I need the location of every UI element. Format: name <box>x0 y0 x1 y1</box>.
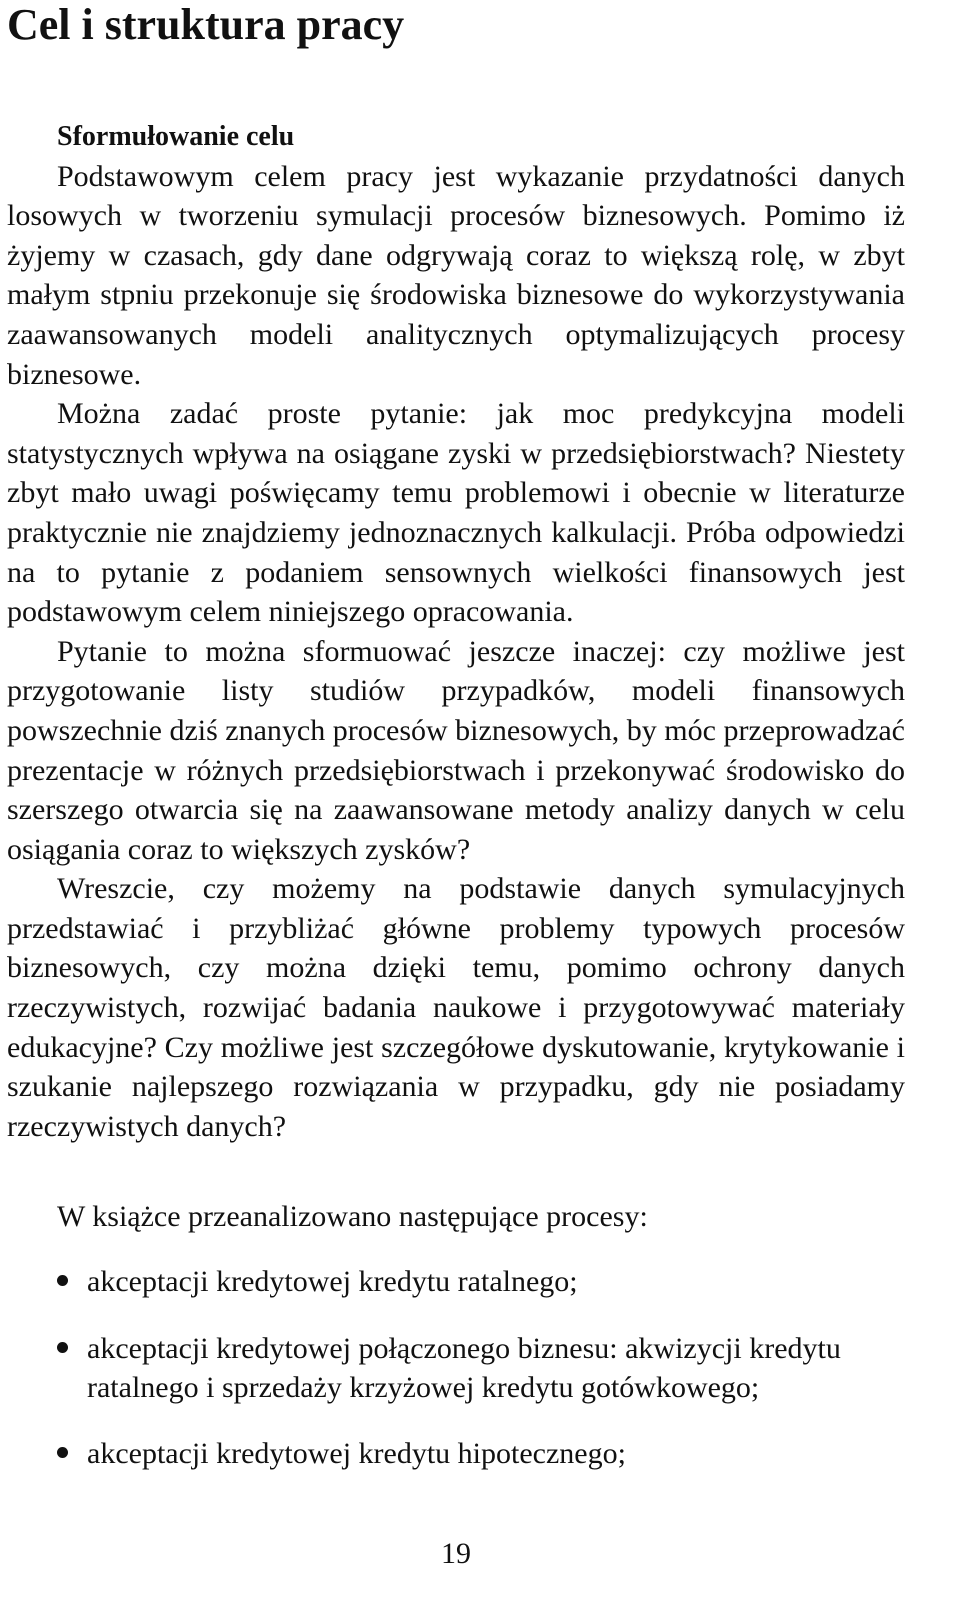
bullet-icon <box>57 1275 68 1286</box>
list-item <box>7 1329 905 1408</box>
page-number: 19 <box>441 1537 471 1570</box>
bullet-icon <box>57 1342 68 1353</box>
paragraph-goal: Podstawowym celem pracy jest wykazanie przydatności danych losowych w tworzeniu symulacji procesów biznesowych. Pomimo iż żyjemy w czasach, gdy dane odgrywają coraz to większą rolę, w zbyt małym stpniu przekonuje się środowiska biznesowe do wykorzystywania zaawansowanych modeli analitycznych optymalizujących procesy biznesowe. <box>7 159 905 391</box>
paragraph-simulation: Wreszcie, czy możemy na podstawie danych symulacyjnych przedstawiać i przybliżać główne problemy typowych procesów biznesowych, czy można dzięki temu, pomimo ochrony danych rzeczywistych, rozwijać badania naukowe i przygotowywać materiały edukacyjne? Czy możliwe jest szczegółowe dyskutowanie, krytykowanie i szukanie najlepszego rozwiązania w przypadku, gdy nie posiadamy rzeczywistych danych? <box>7 872 905 1143</box>
processes-list <box>7 1262 905 1500</box>
chapter-title: Cel i struktura pracy <box>7 0 405 49</box>
list-item-text: akceptacji kredytowej połączonego biznesu: akwizycji kredytu ratalnego i sprzedaży krzyżowej kredytu gotówkowego; <box>87 1331 841 1405</box>
section-heading: Sformułowanie celu <box>57 121 295 152</box>
processes-intro: W książce przeanalizowano następujące procesy: <box>57 1200 648 1233</box>
list-item <box>7 1434 905 1474</box>
paragraph-case-studies: Pytanie to można sformuować jeszcze inaczej: czy możliwe jest przygotowanie listy studiów przypadków, modeli finansowych powszechnie dziś znanych procesów biznesowych, by móc przeprowadzać prezentacje w różnych przedsiębiorstwach i przekonywać środowisko do szerszego otwarcia się na zaawansowane metody analizy danych w celu osiągania coraz to większych zysków? <box>7 634 905 866</box>
list-item <box>7 1262 905 1302</box>
list-item-text: akceptacji kredytowej kredytu ratalnego; <box>87 1265 578 1298</box>
paragraph-question: Można zadać proste pytanie: jak moc predykcyjna modeli statystycznych wpływa na osiągane zyski w przedsiębiorstwach? Niestety zbyt mało uwagi poświęcamy temu problemowi i obecnie w literaturze praktycznie nie znajdziemy jednoznacznych kalkulacji. Próba odpowiedzi na to pytanie z podaniem sensownych wielkości finansowych jest podstawowym celem niniejszego opracowania. <box>7 397 905 629</box>
bullet-icon <box>57 1447 68 1458</box>
section-body <box>7 117 905 1146</box>
list-item-text: akceptacji kredytowej kredytu hipotecznego; <box>87 1436 626 1470</box>
